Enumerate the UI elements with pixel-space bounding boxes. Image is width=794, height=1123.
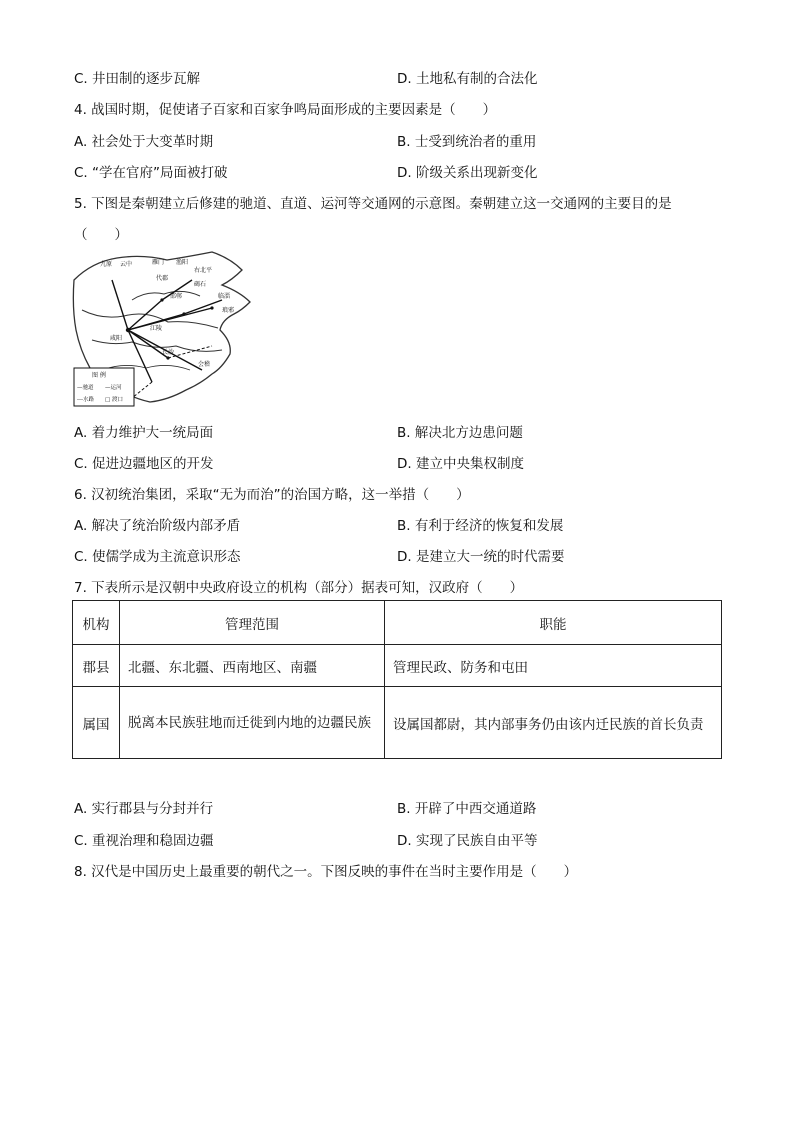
table-row <box>73 687 722 759</box>
map-legend-waterway: ---水路 <box>77 397 94 403</box>
q5-option-d: D. 建立中央集权制度 <box>397 456 524 472</box>
q6-option-a: A. 解决了统治阶级内部矛盾 <box>74 518 241 534</box>
q8-stem: 8. 汉代是中国历史上最重要的朝代之一。下图反映的事件在当时主要作用是（ ） <box>74 864 578 880</box>
q5-option-c: C. 促进边疆地区的开发 <box>74 456 214 472</box>
map-label-yuyang: 渔阳 <box>176 259 189 266</box>
table-header-cell: 职能 <box>385 601 722 645</box>
q7-option-b: B. 开辟了中西交通道路 <box>397 801 537 817</box>
map-label-daijun: 代郡 <box>156 275 169 282</box>
q7-institution-table <box>72 600 722 759</box>
map-label-jieshi: 碣石 <box>194 281 207 288</box>
map-label-jiangling: 江陵 <box>150 325 163 332</box>
q7-option-c: C. 重视治理和稳固边疆 <box>74 833 214 849</box>
q5-option-a: A. 着力维护大一统局面 <box>74 425 214 441</box>
map-label-langya: 琅邪 <box>222 307 235 314</box>
map-label-kuaiji: 会稽 <box>198 361 211 368</box>
q4-option-a: A. 社会处于大变革时期 <box>74 134 214 150</box>
map-label-handan: 邯郸 <box>170 293 183 300</box>
map-label-yunzhong: 云中 <box>120 261 133 268</box>
map-label-changsha: 长沙 <box>162 349 175 356</box>
q7-stem: 7. 下表所示是汉朝中央政府设立的机构（部分）据表可知，汉政府（ ） <box>74 580 524 596</box>
map-legend-canal: —运河 <box>105 385 122 391</box>
table-cell: 属国 <box>73 687 120 759</box>
table-header-row <box>73 601 722 645</box>
q3-option-d: D. 土地私有制的合法化 <box>397 71 538 87</box>
q3-option-c: C. 井田制的逐步瓦解 <box>74 71 201 87</box>
map-legend-title: 图 例 <box>92 372 106 379</box>
qin-transport-map <box>72 250 253 408</box>
table-cell: 脱离本民族驻地而迁徙到内地的边疆民族 <box>120 687 385 759</box>
q4-stem: 4. 战国时期，促使诸子百家和百家争鸣局面形成的主要因素是（ ） <box>74 102 497 118</box>
q7-option-d: D. 实现了民族自由平等 <box>397 833 538 849</box>
q4-option-d: D. 阶级关系出现新变化 <box>397 165 538 181</box>
map-label-xianyang: 咸阳 <box>110 335 123 342</box>
q5-stem: 5. 下图是秦朝建立后修建的驰道、直道、运河等交通网的示意图。秦朝建立这一交通网的主要目的是 <box>74 196 672 212</box>
map-label-youbeiping: 右北平 <box>194 267 213 274</box>
q6-option-d: D. 是建立大一统的时代需要 <box>397 549 565 565</box>
map-legend <box>74 368 134 406</box>
q5-stem-continued: （ ） <box>74 227 128 243</box>
table-cell: 北疆、东北疆、西南地区、南疆 <box>120 645 385 687</box>
map-label-jiuyuan: 九原 <box>100 261 113 268</box>
table-cell: 设属国都尉，其内部事务仍由该内迁民族的首长负责 <box>385 687 722 759</box>
q6-option-b: B. 有利于经济的恢复和发展 <box>397 518 564 534</box>
q6-stem: 6. 汉初统治集团，采取“无为而治”的治国方略，这一举措（ ） <box>74 487 470 503</box>
q6-option-c: C. 使儒学成为主流意识形态 <box>74 549 241 565</box>
q4-option-b: B. 士受到统治者的重用 <box>397 134 537 150</box>
table-cell: 管理民政、防务和屯田 <box>385 645 722 687</box>
map-label-linzi: 临淄 <box>218 293 231 300</box>
table-header-cell: 机构 <box>73 601 120 645</box>
table-header-cell: 管理范围 <box>120 601 385 645</box>
map-label-yanmen: 雁门 <box>152 259 165 266</box>
map-legend-chidao: —驰道 <box>77 385 94 391</box>
q4-option-c: C. “学在官府”局面被打破 <box>74 165 228 181</box>
map-legend-ferry: □ 渡口 <box>105 397 123 403</box>
table-row <box>73 645 722 687</box>
q7-option-a: A. 实行郡县与分封并行 <box>74 801 214 817</box>
q5-option-b: B. 解决北方边患问题 <box>397 425 523 441</box>
table-cell: 郡县 <box>73 645 120 687</box>
